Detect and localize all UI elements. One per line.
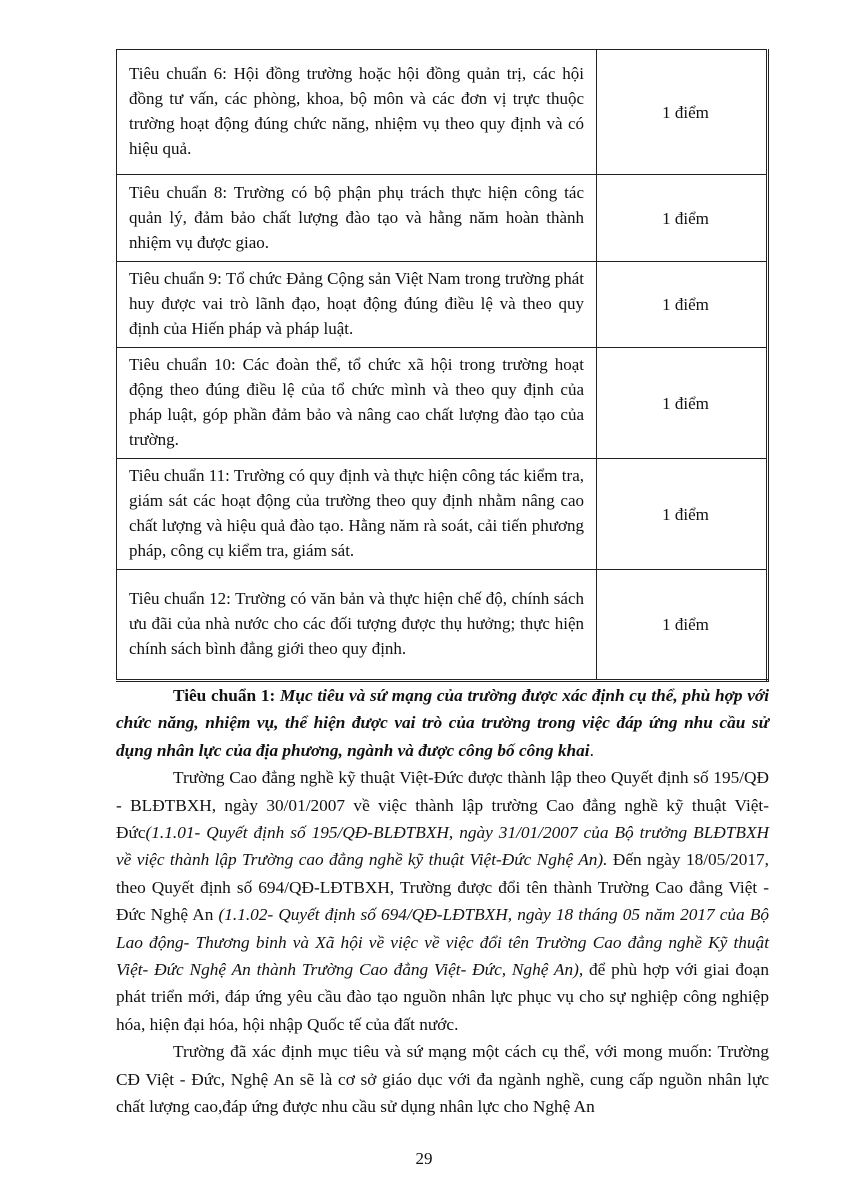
criteria-score-table (116, 49, 769, 682)
table-row (117, 175, 768, 262)
criterion-cell: Tiêu chuẩn 12: Trường có văn bản và thực hiện chế độ, chính sách ưu đãi của nhà nước cho các đối tượng được thụ hưởng; thực hiện chính sách bình đẳng giới theo quy định. (117, 570, 597, 681)
score-cell: 1 điểm (597, 262, 768, 348)
paragraph-founding (116, 764, 769, 1038)
score-cell: 1 điểm (597, 50, 768, 175)
table-row (117, 262, 768, 348)
table-row (117, 570, 768, 681)
score-cell: 1 điểm (597, 570, 768, 681)
table-row (117, 348, 768, 459)
table-row (117, 50, 768, 175)
score-cell: 1 điểm (597, 348, 768, 459)
score-cell: 1 điểm (597, 459, 768, 570)
table-row (117, 459, 768, 570)
section-heading-end: . (589, 740, 594, 760)
criterion-cell: Tiêu chuẩn 8: Trường có bộ phận phụ trách thực hiện công tác quản lý, đảm bảo chất lượng đào tạo và hằng năm hoàn thành nhiệm vụ được giao. (117, 175, 597, 262)
criterion-cell: Tiêu chuẩn 10: Các đoàn thể, tổ chức xã hội trong trường hoạt động theo đúng điều lệ của tổ chức mình và theo quy định của pháp luật, góp phần đảm bảo và nâng cao chất lượng đào tạo của trường. (117, 348, 597, 459)
criterion-cell: Tiêu chuẩn 11: Trường có quy định và thực hiện công tác kiểm tra, giám sát các hoạt động của trường theo quy định nhằm nâng cao chất lượng và hiệu quả đào tạo. Hằng năm rà soát, cải tiến phương pháp, công cụ kiểm tra, giám sát. (117, 459, 597, 570)
paragraph-founding-part3: để phù hợp với giai đoạn phát triển mới, đáp ứng yêu cầu đào tạo nguồn nhân lực phục vụ cho sự nghiệp công nghiệp hóa, hiện đại hóa, hội nhập Quốc tế của đất nước. (116, 960, 769, 1034)
paragraph-mission: Trường đã xác định mục tiêu và sứ mạng một cách cụ thể, với mong muốn: Trường CĐ Việt - Đức, Nghệ An sẽ là cơ sở giáo dục với đa ngành nghề, cung cấp nguồn nhân lực chất lượng cao,đáp ứng được nhu cầu sử dụng nhân lực cho Nghệ An (116, 1042, 769, 1117)
paragraph-founding-part2: Đến ngày 18/05/2017, theo Quyết định số 694/QĐ-LĐTBXH, Trường được đổi tên thành Trường Cao đẳng Việt - Đức Nghệ An (116, 850, 769, 925)
criterion-cell: Tiêu chuẩn 9: Tổ chức Đảng Cộng sản Việt Nam trong trường phát huy được vai trò lãnh đạo, hoạt động đúng điều lệ và theo quy định của Hiến pháp và pháp luật. (117, 262, 597, 348)
section-heading-label: Tiêu chuẩn 1: (173, 686, 276, 705)
criterion-cell: Tiêu chuẩn 6: Hội đồng trường hoặc hội đồng quản trị, các hội đồng tư vấn, các phòng, khoa, bộ môn và các đơn vị trực thuộc trường hoạt động đúng chức năng, nhiệm vụ theo quy định và có hiệu quả. (117, 50, 597, 175)
score-cell: 1 điểm (597, 175, 768, 262)
body-text (116, 682, 769, 1121)
paragraph-founding-part1: Trường Cao đẳng nghề kỹ thuật Việt-Đức được thành lập theo Quyết định số 195/QĐ - BLĐTBXH, ngày 30/01/2007 về việc thành lập trường Cao đẳng nghề kỹ thuật Việt-Đức (116, 768, 769, 843)
page-number: 29 (415, 1149, 433, 1168)
evidence-reference-2: (1.1.02- Quyết định số 694/QĐ-LĐTBXH, ngày 18 tháng 05 năm 2017 của Bộ Lao động- Thương binh và Xã hội về việc về việc đổi tên Trường Cao đẳng nghề Kỹ thuật Việt- Đức Nghệ An thành Trường Cao đẳng Việt- Đức, Nghệ An), (116, 905, 770, 980)
section-heading (116, 682, 769, 764)
evidence-reference-1: (1.1.01- Quyết định số 195/QĐ-BLĐTBXH, ngày 31/01/2007 của Bộ trưởng BLĐTBXH về việc thành lập Trường cao đẳng nghề kỹ thuật Việt-Đức Nghệ An). (116, 823, 769, 870)
section-heading-text: Mục tiêu và sứ mạng của trường được xác định cụ thể, phù hợp với chức năng, nhiệm vụ, thể hiện được vai trò của trường trong việc đáp ứng nhu cầu sử dụng nhân lực của địa phương, ngành và được công bố công khai (116, 686, 769, 760)
